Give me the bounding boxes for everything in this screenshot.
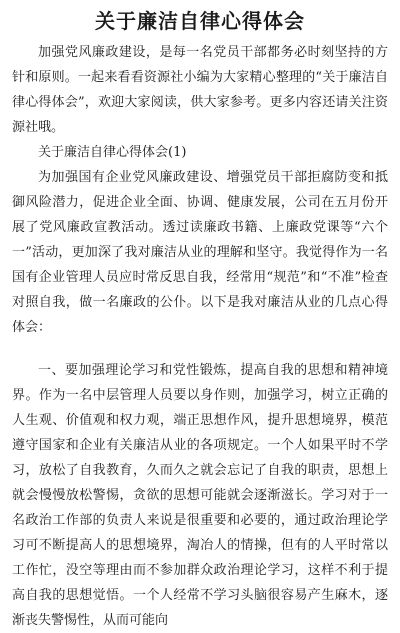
- body-paragraph-1: 为加强国有企业党风廉政建设、增强党员干部拒腐防变和抵御风险潜力，促进企业全面、协调、健康发展，公司在五月份开展了党风廉政宣教活动。透过读廉政书籍、上廉政党课等“六个一”活动，更加深了我对廉洁从业的理解和坚守。我觉得作为一名国有企业管理人员应时常反思自我，经常用“规范”和“不准”检查对照自我，做一名廉政的公仆。以下是我对廉洁从业的几点心得体会：: [12, 170, 388, 335]
- intro-paragraph: 加强党风廉政建设，是每一名党员干部都务必时刻坚持的方针和原则。一起来看看资源社小编为大家精心整理的“关于廉洁自律心得体会”，欢迎大家阅读，供大家参考。更多内容还请关注资源社哦。: [12, 45, 388, 135]
- document-title: 关于廉洁自律心得体会: [95, 9, 305, 33]
- section-subtitle: 关于廉洁自律心得体会(1): [38, 145, 187, 160]
- body-paragraph-2: 一、要加强理论学习和党性锻炼，提高自我的思想和精神境界。作为一名中层管理人员要以身作则，加强学习，树立正确的人生观、价值观和权力观，端正思想作风，提升思想境界，模范遵守国家和企业有关廉洁从业的各项规定。一个人如果平时不学习，放松了自我教育，久而久之就会忘记了自我的职责，思想上就会慢慢放松警惕，贪欲的思想可能就会逐渐滋长。学习对于一名政治工作部的负责人来说是很重要和必要的，通过政治理论学习可不断提高人的思想境界，淘冶人的情操，但有的人平时常以工作忙，没空等理由而不参加群众政治理论学习，这样不利于提高自我的思想觉悟。一个人经常不学习头脑很容易产生麻木，逐渐丧失警惕性，从而可能向: [12, 363, 388, 628]
- paragraph-spacer: [12, 340, 388, 358]
